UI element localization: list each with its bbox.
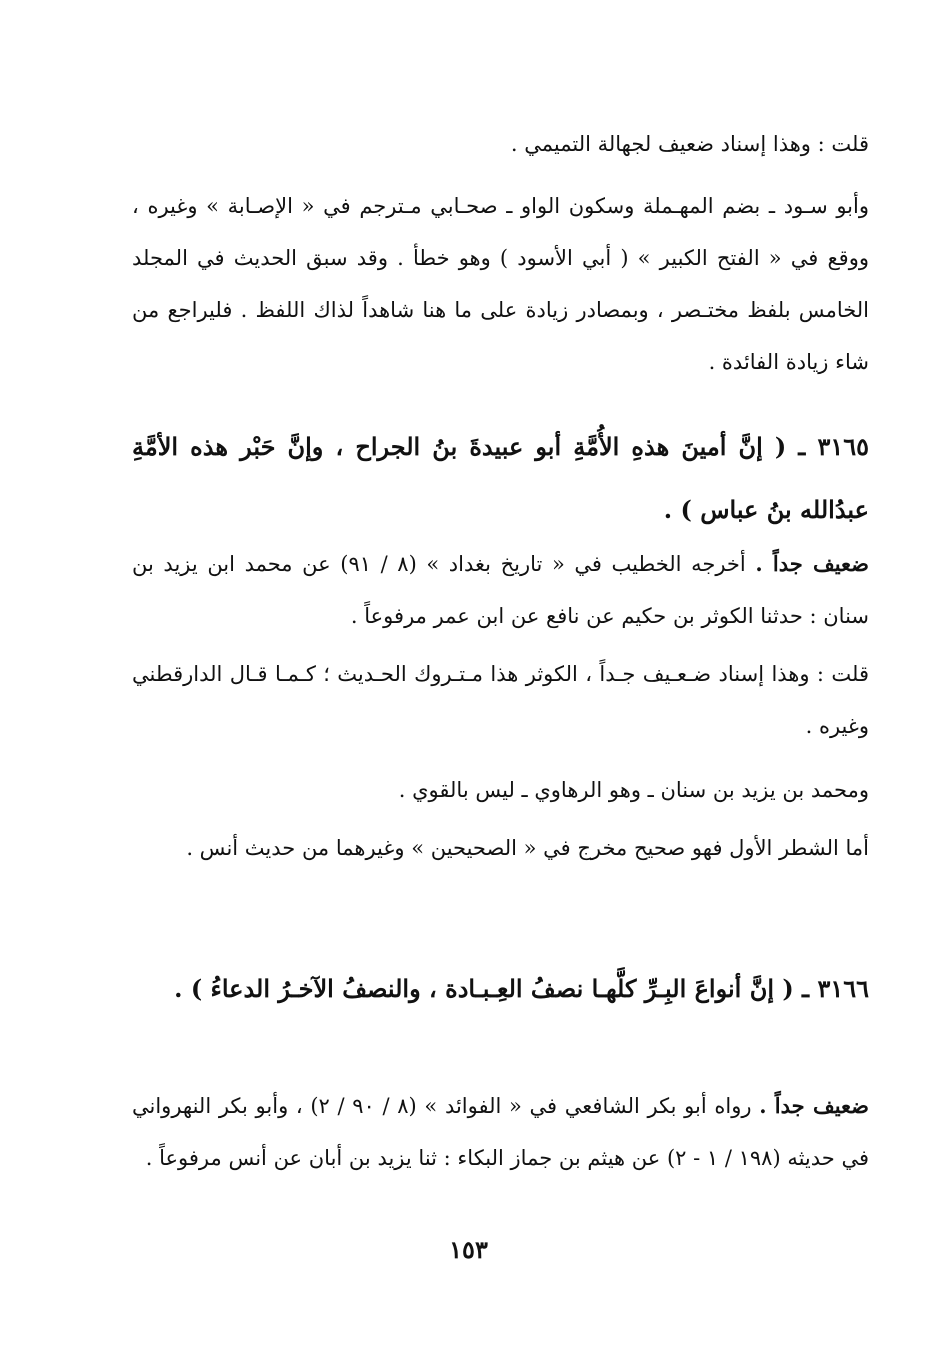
paragraph-grading-3165 [132, 538, 869, 642]
hadith-heading-3166: ٣١٦٦ ـ ( إنَّ أنواعَ البِـرِّ كلَّهـا نصفُ العِـبـادة ، والنصفُ الآخـرُ الدعاءُ ) . [174, 974, 869, 1003]
grading-label: ضعيف جداً . [759, 1093, 869, 1118]
paragraph-first-part: أما الشطر الأول فهو صحيح مخرج في « الصحيحين » وغيرهما من حديث أنس . [186, 836, 869, 860]
paragraph-text: رواه أبو بكر الشافعي في « الفوائد » (٨ / ٩٠ / ٢) ، وأبو بكر النهرواني في حديثه (١٩٨ / ١ - ٢) عن هيثم بن جماز البكاء : ثنا يزيد بن أبان عن أنس مرفوعاً . [132, 1094, 869, 1170]
grading-label: ضعيف جداً . [755, 551, 869, 576]
paragraph-muhammad-yazid: ومحمد بن يزيد بن سنان ـ وهو الرهاوي ـ ليس بالقوي . [398, 778, 869, 802]
page-number: ١٥٣ [449, 1235, 488, 1264]
paragraph-grading-3166 [132, 1080, 869, 1184]
paragraph-text: أخرجه الخطيب في « تاريخ بغداد » (٨ / ٩١) عن محمد ابن يزيد بن سنان : حدثنا الكوثر بن حكيم عن نافع عن ابن عمر مرفوعاً . [132, 552, 869, 628]
hadith-heading-3165: ٣١٦٥ ـ ( إنَّ أمينَ هذهِ الأُمَّةِ أبو عبيدةَ بنُ الجراح ، وإنَّ حَبْر هذه الأمَّةِ عبدُالله بنُ عباس ) . [132, 432, 869, 524]
paragraph-abu-sud: وأبو سـود ـ بضم المهـملة وسكون الواو ـ صحـابي مـترجم في « الإصـابة » وغيره ، ووقع في « الفتح الكبير » ( أبي الأسود ) وهو خطأ . وقد سبق الحديث في المجلد الخامس بلفظ مختـصر ، وبمصادر زيادة على ما هنا شاهداً لذاك اللفظ . فليراجع من شاء زيادة الفائدة . [132, 194, 869, 374]
paragraph-note-tamimi: قلت : وهذا إسناد ضعيف لجهالة التميمي . [510, 132, 869, 156]
paragraph-kawthar: قلت : وهذا إسناد ضـعـيف جـداً ، الكوثر هذا مـتـروك الحـديث ؛ كـمـا قـال الدارقطني وغيره . [132, 662, 869, 738]
